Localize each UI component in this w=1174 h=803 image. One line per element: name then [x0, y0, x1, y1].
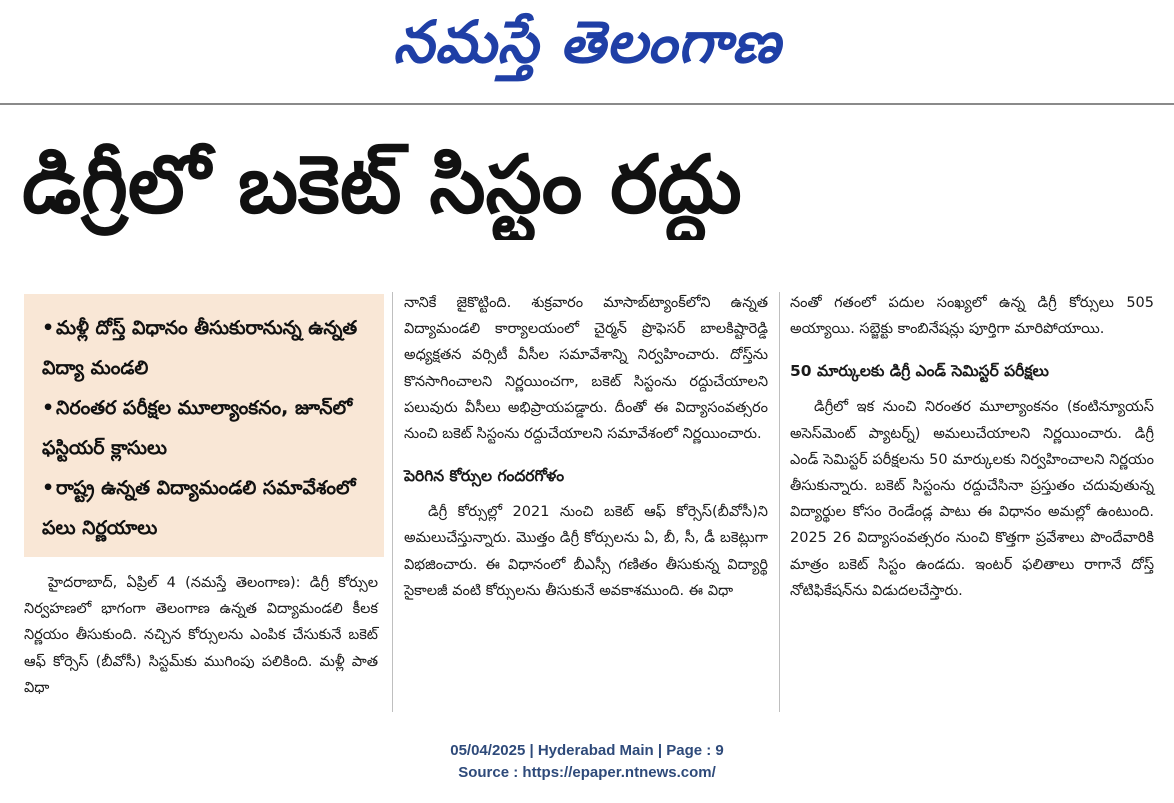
- bullet-icon: •: [42, 317, 55, 339]
- article-column-1: [24, 570, 378, 701]
- highlight-box: [24, 294, 384, 557]
- article-column-3: [790, 290, 1154, 604]
- masthead: [0, 0, 1174, 100]
- highlight-text: రాష్ట్ర ఉన్నత విద్యామండలి సమావేశంలో పలు నిర్ణయాలు: [42, 477, 356, 539]
- source-link[interactable]: Source : https://epaper.ntnews.com/: [458, 764, 716, 781]
- bullet-icon: •: [42, 397, 55, 419]
- masthead-logo: నమస్తే తెలంగాణ: [393, 8, 781, 76]
- section-subheading: పెరిగిన కోర్సుల గందరగోళం: [404, 467, 565, 486]
- section-subheading: 50 మార్కులకు డిగ్రీ ఎండ్ సెమిస్టర్ పరీక్షలు: [790, 362, 1049, 381]
- column-divider: [779, 292, 780, 712]
- masthead-divider: [0, 103, 1174, 105]
- article-paragraph: నంతో గతంలో పదుల సంఖ్యలో ఉన్న డిగ్రీ కోర్సులు 505 అయ్యాయి. సబ్జెక్టు కాంబినేషన్లు పూర్తిగా మారిపోయాయి.: [790, 295, 1154, 338]
- article-paragraph: హైదరాబాద్, ఏప్రిల్ 4 (నమస్తే తెలంగాణ): డిగ్రీ కోర్సుల నిర్వహణలో భాగంగా తెలంగాణ ఉన్నత విద్యామండలి కీలక నిర్ణయం తీసుకుంది. నచ్చిన కోర్సులను ఎంపిక చేసుకునే బకెట్ ఆఫ్ కోర్సెస్ (బీవోసీ) సిస్టమ్‌కు ముగింపు పలికింది. మళ్లీ పాత విధా: [24, 575, 378, 696]
- column-divider: [392, 292, 393, 712]
- highlight-text: నిరంతర పరీక్షల మూల్యాంకనం, జూన్‌లో ఫస్టియర్ క్లాసులు: [42, 397, 353, 459]
- highlight-item: [42, 388, 374, 468]
- article-paragraph: నానికే జైకొట్టింది. శుక్రవారం మాసాబ్‌ట్యాంక్‌లోని ఉన్నత విద్యామండలి కార్యాలయంలో చైర్మన్ ప్రొఫెసర్ బాలకిష్టారెడ్డి అధ్యక్షతన వర్సిటీ వీసీల సమావేశాన్ని నిర్వహించారు. దోస్త్‌ను కొనసాగించాలని నిర్ణయించగా, బకెట్ సిస్టంను రద్దుచేయాలని పలువురు వీసీలు అభిప్రాయపడ్డారు. దీంతో ఈ విద్యాసంవత్సరం నుంచి బకెట్ సిస్టంను రద్దుచేయాలని సమావేశంలో నిర్ణయించారు.: [404, 295, 768, 443]
- article-paragraph: డిగ్రీ కోర్సుల్లో 2021 నుంచి బకెట్ ఆఫ్ కోర్సెస్(బీవోసీ)ని అమలుచేస్తున్నారు. మొత్తం డిగ్రీ కోర్సులను ఏ, బీ, సీ, డీ బకెట్లుగా విభజించారు. ఈ విధానంలో బీఎస్సీ గణితం తీసుకున్న విద్యార్థి సైకాలజీ వంటి కోర్సులను తీసుకునే అవకాశముంది. ఈ విధా: [404, 504, 768, 599]
- page-footer: [0, 740, 1174, 784]
- headline: డిగ్రీలో బకెట్ సిస్టం రద్దు: [22, 138, 742, 231]
- publication-info: 05/04/2025 | Hyderabad Main | Page : 9: [450, 742, 724, 759]
- highlight-item: [42, 308, 374, 388]
- bullet-icon: •: [42, 477, 55, 499]
- highlight-text: మళ్లీ దోస్త్ విధానం తీసుకురానున్న ఉన్నత విద్యా మండలి: [42, 317, 358, 379]
- article-paragraph: డిగ్రీలో ఇక నుంచి నిరంతర మూల్యాంకనం (కంటిన్యూయస్ అసెస్‌మెంట్ ప్యాటర్న్) అమలుచేయాలని నిర్ణయించారు. డిగ్రీ ఎండ్ సెమిస్టర్ పరీక్షలను 50 మార్కులకు నిర్వహించాలని నిర్ణయం తీసుకున్నారు. బకెట్ సిస్టంను రద్దుచేసినా ప్రస్తుతం చదువుతున్న విద్యార్థుల కోసం రెండేండ్ల పాటు ఈ విధానం అమల్లో ఉంటుంది. 2025 26 విద్యాసంవత్సరం నుంచి కొత్తగా ప్రవేశాలు పొందేవారికి మాత్రం బకెట్ సిస్టం ఉండదు. ఇంటర్ ఫలితాలు రాగానే దోస్త్ నోటిఫికేషన్‌ను విడుదలచేస్తారు.: [790, 399, 1154, 599]
- article-column-2: [404, 290, 768, 604]
- highlight-item: [42, 468, 374, 548]
